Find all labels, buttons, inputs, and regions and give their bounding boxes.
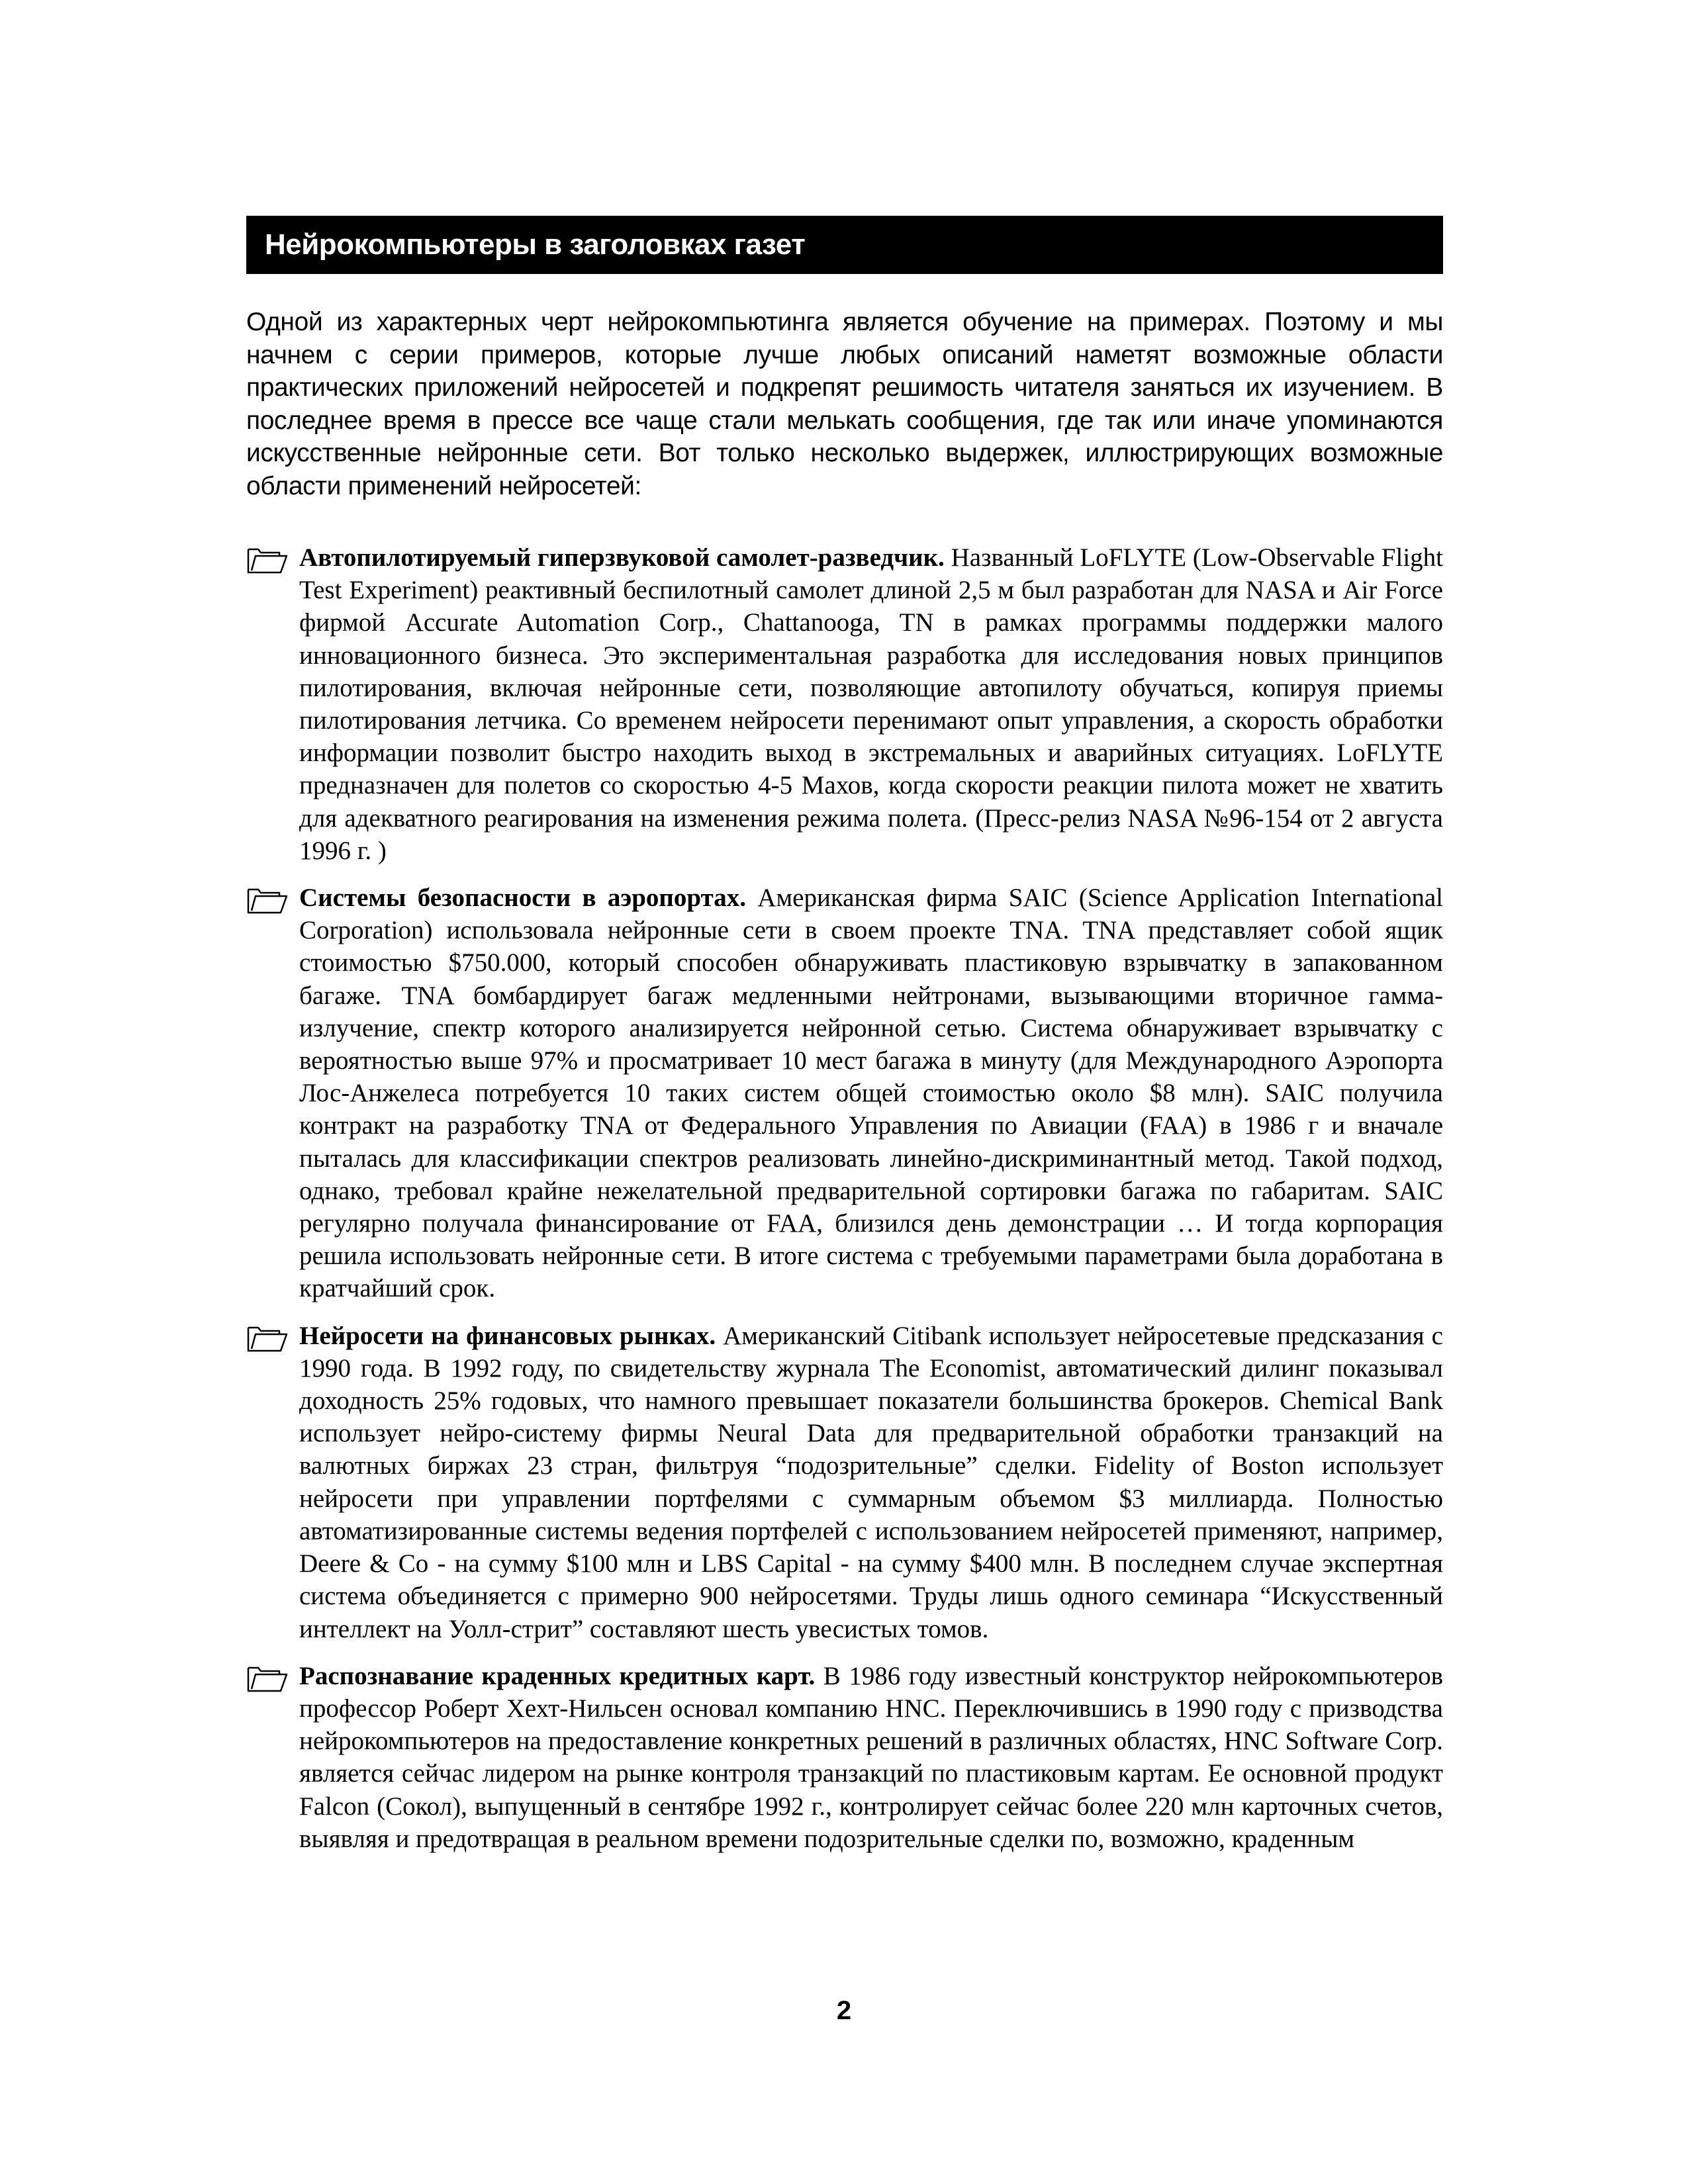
folder-icon — [246, 1324, 289, 1353]
list-item-heading: Автопилотируемый гиперзвуковой самолет-разведчик. — [299, 543, 945, 572]
list-item-heading: Распознавание краденных кредитных карт. — [299, 1661, 816, 1690]
list-item-heading: Нейросети на финансовых рынках. — [299, 1321, 716, 1350]
list-item — [246, 1320, 1443, 1645]
list-item — [246, 541, 1443, 867]
list-item-body: Названный LoFLYTE (Low-Observable Flight Test Experiment) реактивный беспилотный самолет длиной 2,5 м был разработан для NASA и Air Force фирмой Accurate Automation Corp., Chattanooga, TN в рамках программы поддержки малого инновационного бизнеса. Это экспериментальная разработка для исследования новых принципов пилотирования, включая нейронные сети, позволяющие автопилоту обучаться, копируя приемы пилотирования летчика. Со временем нейросети перенимают опыт управления, а скорость обработки информации позволит быстро находить выход в экстремальных и аварийных ситуациях. LoFLYTE предназначен для полетов со скоростью 4-5 Махов, когда скорости реакции пилота может не хватить для адекватного реагирования на изменения режима полета. (Пресс-релиз NASA №96-154 от 2 августа 1996 г. ) — [299, 543, 1443, 865]
examples-list — [246, 541, 1443, 1870]
folder-icon — [246, 1664, 289, 1693]
list-item-body: В 1986 году известный конструктор нейрокомпьютеров профессор Роберт Хехт-Нильсен основал компанию HNC. Переключившись в 1990 году с призводства нейрокомпьютеров на предоставление конкретных решений в различных областях, HNC Software Corp. является сейчас лидером на рынке контроля транзакций по пластиковым картам. Ее основной продукт Falcon (Сокол), выпущенный в сентябре 1992 г., контролирует сейчас более 220 млн карточных счетов, выявляя и предотвращая в реальном времени подозрительные сделки по, возможно, краденным — [299, 1661, 1444, 1853]
list-item-heading: Системы безопасности в аэропортах. — [299, 884, 746, 913]
list-item-body: Американская фирма SAIC (Science Application International Corporation) использовала нейронные сети в своем проекте TNA. TNA представляет собой ящик стоимостью $750.000, который способен обнаруживать пластиковую взрывчатку в запакованном багаже. TNA бомбардирует багаж медленными нейтронами, вызывающими вторичное гамма-излучение, спектр которого анализируется нейронной сетью. Система обнаруживает взрывчатку с вероятностью выше 97% и просматривает 10 мест багажа в минуту (для Международного Аэропорта Лос-Анжелеса потребуется 10 таких систем общей стоимостью около $8 млн). SAIC получила контракт на разработку TNA от Федерального Управления по Авиации (FAA) в 1986 г и вначале пыталась для классификации спектров реализовать линейно-дискриминантный метод. Такой подход, однако, требовал крайне нежелательной предварительной сортировки багажа по габаритам. SAIC регулярно получала финансирование от FAA, близился день демонстрации … И тогда корпорация решила использовать нейронные сети. В итоге система с требуемыми параметрами была доработана в кратчайший срок. — [299, 884, 1443, 1303]
list-item-body: Американский Citibank использует нейросетевые предсказания с 1990 года. В 1992 году, по свидетельству журнала The Economist, автоматический дилинг показывал доходность 25% годовых, что намного превышает показатели большинства брокеров. Chemical Bank использует нейро-систему фирмы Neural Data для предварительной обработки транзакций на валютных биржах 23 стран, фильтруя “подозрительные” сделки. Fidelity of Boston использует нейросети при управлении портфелями с суммарным объемом $3 миллиарда. Полностью автоматизированные системы ведения портфелей с использованием нейросетей применяют, например, Deere & Co - на сумму $100 млн и LBS Capital - на сумму $400 млн. В последнем случае экспертная система объединяется с примерно 900 нейросетями. Труды лишь одного семинара “Искусственный интеллект на Уолл-стрит” составляют шесть увесистых томов. — [299, 1321, 1443, 1643]
section-title: Нейрокомпьютеры в заголовках газет — [246, 216, 1443, 274]
intro-text: Одной из характерных черт нейрокомпьютинга является обучение на примерах. Поэтому и мы начнем с серии примеров, которые лучше любых описаний наметят возможные области практических приложений нейросетей и подкрепят решимость читателя заняться их изучением. В последнее время в прессе все чаще стали мелькать сообщения, где так или иначе упоминаются искусственные нейронные сети. Вот только несколько выдержек, иллюстрирующих возможные области применений нейросетей: — [246, 308, 1443, 500]
list-item-text — [299, 1320, 1443, 1645]
list-item-text — [299, 541, 1443, 867]
folder-icon — [246, 886, 289, 915]
list-item — [246, 882, 1443, 1305]
page-number: 2 — [836, 1996, 852, 2025]
list-item — [246, 1660, 1443, 1855]
list-item-text — [299, 882, 1443, 1305]
list-item-text — [299, 1660, 1443, 1855]
folder-icon — [246, 545, 289, 574]
intro-paragraph — [246, 306, 1443, 502]
